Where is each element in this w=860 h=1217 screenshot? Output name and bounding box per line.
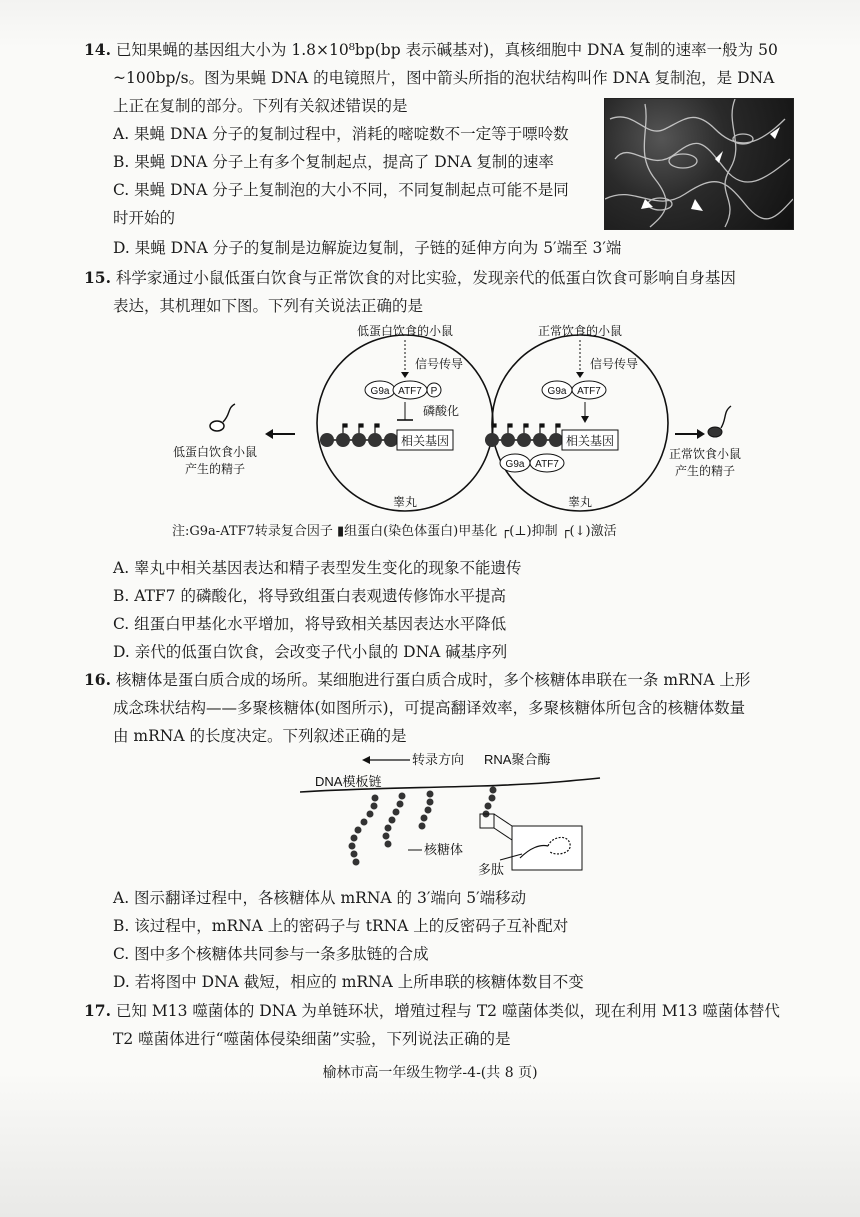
left-mouse-label: 低蛋白饮食的小鼠 xyxy=(356,324,454,338)
polyribosome-svg xyxy=(300,748,620,888)
q14-option-a: A. 果蝇 DNA 分子的复制过程中，消耗的嘧啶数不一定等于嘌呤数 xyxy=(113,125,569,143)
epigenetics-diagram xyxy=(165,318,745,513)
q16-option-d: D. 若将图中 DNA 截短，相应的 mRNA 上所串联的核糖体数目不变 xyxy=(113,973,584,991)
svg-text:G9a: G9a xyxy=(547,386,567,397)
q16-line-3: 由 mRNA 的长度决定。下列叙述正确的是 xyxy=(113,727,407,745)
left-testis-label: 睾丸 xyxy=(392,495,418,509)
page-footer: 榆林市高一年级生物学-4-(共 8 页) xyxy=(322,1065,538,1081)
svg-text:ATF7: ATF7 xyxy=(535,459,559,470)
phosphorylation-label: 磷酸化 xyxy=(423,404,460,418)
q17-line-2: T2 噬菌体进行“噬菌体侵染细菌”实验，下列说法正确的是 xyxy=(113,1030,511,1048)
svg-text:相关基因: 相关基因 xyxy=(400,434,450,448)
ribosome-label: 核糖体 xyxy=(424,842,464,857)
right-sperm-label-1: 正常饮食小鼠 xyxy=(668,447,742,461)
svg-text:G9a: G9a xyxy=(505,459,525,470)
dna-template-label: DNA模板链 xyxy=(315,774,382,789)
q14-line-2: ~100bp/s。图为果蝇 DNA 的电镜照片，图中箭头所指的泡状结构叫作 DNA 复制泡，是 DNA xyxy=(113,69,775,87)
svg-text:ATF7: ATF7 xyxy=(398,386,422,397)
q14-text-1: 已知果蝇的基因组大小为 1.8×10⁸bp(bp 表示碱基对)，真核细胞中 DNA 复制的速率一般为 50 xyxy=(115,41,778,59)
q16-line-2: 成念珠状结构——多聚核糖体(如图所示)，可提高翻译效率，多聚核糖体所包含的核糖体数量 xyxy=(113,699,746,717)
left-signal-label: 信号传导 xyxy=(415,357,464,371)
q16-option-a: A. 图示翻译过程中，各核糖体从 mRNA 的 3′端向 5′端移动 xyxy=(113,889,527,907)
left-sperm-label-1: 低蛋白饮食小鼠 xyxy=(172,445,258,459)
q14-option-b: B. 果蝇 DNA 分子上有多个复制起点，提高了 DNA 复制的速率 xyxy=(113,153,554,171)
q14-number: 14. xyxy=(84,40,111,59)
zoom-detail-box xyxy=(512,826,582,870)
q15-option-a: A. 睾丸中相关基因表达和精子表型发生变化的现象不能遗传 xyxy=(113,559,522,577)
q15-line-2: 表达，其机理如下图。下列有关说法正确的是 xyxy=(113,297,424,315)
q14-line-1 xyxy=(84,40,778,60)
epigenetics-svg xyxy=(165,318,745,513)
svg-text:ATF7: ATF7 xyxy=(577,386,601,397)
svg-text:G9a: G9a xyxy=(370,386,390,397)
right-sperm xyxy=(708,427,722,437)
transcription-direction-label: 转录方向 xyxy=(412,752,465,767)
rna-polymerase-label: RNA聚合酶 xyxy=(484,752,551,767)
polyribosome-diagram xyxy=(300,748,620,888)
right-testis-label: 睾丸 xyxy=(567,495,593,509)
q16-option-b: B. 该过程中，mRNA 上的密码子与 tRNA 上的反密码子互补配对 xyxy=(113,917,569,935)
q14-option-c: C. 果蝇 DNA 分子上复制泡的大小不同，不同复制起点可能不是同 xyxy=(113,181,569,199)
q14-line-3: 上正在复制的部分。下列有关叙述错误的是 xyxy=(113,97,408,115)
left-sperm-label-2: 产生的精子 xyxy=(184,462,246,476)
q15-option-b: B. ATF7 的磷酸化，将导致组蛋白表观遗传修饰水平提高 xyxy=(113,587,506,605)
q16-line-1 xyxy=(84,670,750,690)
q17-number: 17. xyxy=(84,1001,111,1020)
right-sperm-label-2: 产生的精子 xyxy=(674,464,736,478)
q15-option-c: C. 组蛋白甲基化水平增加，将导致相关基因表达水平降低 xyxy=(113,615,507,633)
q17-line-1 xyxy=(84,1001,780,1021)
q15-diagram-note: 注:G9a-ATF7转录复合因子 ▮组蛋白(染色体蛋白)甲基化 ┌(⊥)抑制 ┌(↓)激活 xyxy=(172,524,617,539)
right-mouse-label: 正常饮食的小鼠 xyxy=(537,324,623,338)
svg-text:相关基因: 相关基因 xyxy=(565,434,615,448)
dna-electron-micrograph xyxy=(604,98,794,230)
right-signal-label: 信号传导 xyxy=(590,357,639,371)
left-sperm xyxy=(210,421,224,431)
q14-option-c-cont: 时开始的 xyxy=(113,209,176,227)
micrograph-strands xyxy=(605,99,793,229)
q15-line-1 xyxy=(84,268,736,288)
q16-number: 16. xyxy=(84,670,111,689)
polypeptide-label: 多肽 xyxy=(478,862,505,877)
q17-text-1: 已知 M13 噬菌体的 DNA 为单链环状，增殖过程与 T2 噬菌体类似，现在利用 M13 噬菌体替代 xyxy=(115,1002,780,1020)
q15-number: 15. xyxy=(84,268,111,287)
q16-text-1: 核糖体是蛋白质合成的场所。某细胞进行蛋白质合成时，多个核糖体串联在一条 mRNA 上形 xyxy=(115,671,751,689)
q16-option-c: C. 图中多个核糖体共同参与一条多肽链的合成 xyxy=(113,945,429,963)
q15-option-d: D. 亲代的低蛋白饮食，会改变子代小鼠的 DNA 碱基序列 xyxy=(113,643,508,661)
q15-text-1: 科学家通过小鼠低蛋白饮食与正常饮食的对比实验，发现亲代的低蛋白饮食可影响自身基因 xyxy=(115,269,736,287)
q14-option-d: D. 果蝇 DNA 分子的复制是边解旋边复制，子链的延伸方向为 5′端至 3′端 xyxy=(113,239,622,257)
svg-text:P: P xyxy=(430,386,438,397)
